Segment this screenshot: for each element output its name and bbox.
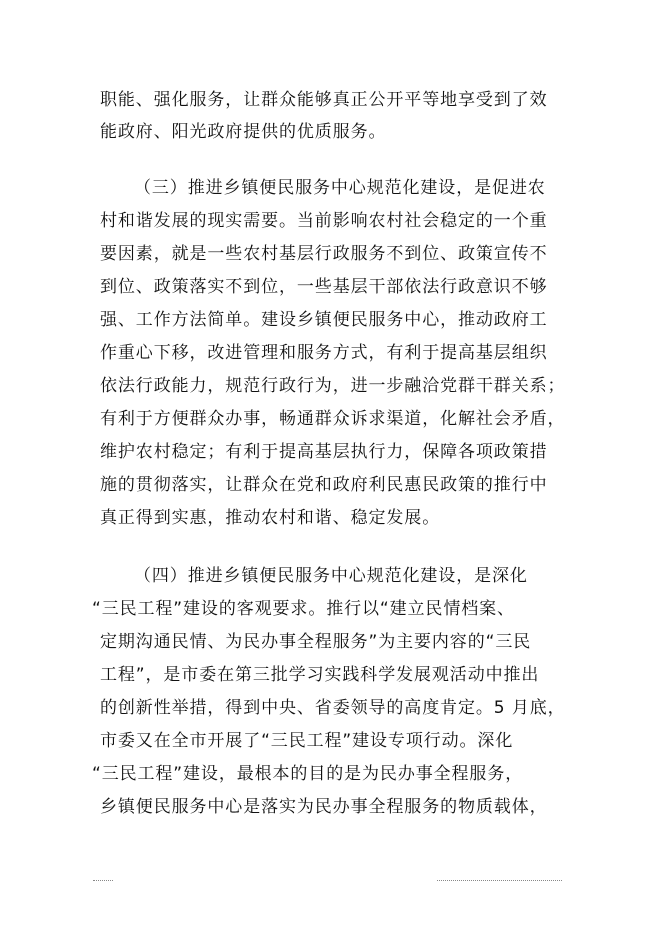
text-line-3: （三）推进乡镇便民服务中心规范化建设，是促进农 bbox=[134, 178, 546, 198]
text-line-12: 施的贯彻落实，让群众在党和政府利民惠民政策的推行中 bbox=[100, 475, 548, 495]
footer-dotted-rule-left bbox=[93, 880, 113, 881]
text-line-8: 作重心下移，改进管理和服务方式，有利于提高基层组织 bbox=[100, 343, 548, 363]
text-line-7: 强、工作方法简单。建设乡镇便民服务中心，推动政府工 bbox=[100, 310, 548, 330]
text-line-4: 村和谐发展的现实需要。当前影响农村社会稳定的一个重 bbox=[100, 211, 548, 231]
text-line-10: 有利于方便群众办事，畅通群众诉求渠道，化解社会矛盾， bbox=[100, 409, 566, 429]
text-line-1: 职能、强化服务，让群众能够真正公开平等地享受到了效 bbox=[100, 90, 548, 110]
text-line-13: 真正得到实惠，推动农村和谐、稳定发展。 bbox=[100, 508, 441, 528]
text-line-15: “三民工程”建设的客观要求。推行以“建立民情档案、 bbox=[92, 599, 515, 619]
footer-dotted-rule-right bbox=[437, 880, 562, 881]
text-line-21: 乡镇便民服务中心是落实为民办事全程服务的物质载体， bbox=[100, 797, 548, 817]
text-line-5: 要因素，就是一些农村基层行政服务不到位、政策宣传不 bbox=[100, 244, 548, 264]
text-line-18: 的创新性举措，得到中央、省委领导的高度肯定。5 月底， bbox=[100, 698, 566, 718]
text-line-16: 定期沟通民情、为民办事全程服务”为主要内容的“三民 bbox=[100, 632, 532, 652]
text-line-9: 依法行政能力，规范行政行为，进一步融洽党群干群关系； bbox=[100, 376, 566, 396]
text-line-2: 能政府、阳光政府提供的优质服务。 bbox=[100, 122, 387, 142]
text-line-17: 工程”，是市委在第三批学习实践科学发展观活动中推出 bbox=[100, 665, 540, 685]
text-line-6: 到位、政策落实不到位，一些基层干部依法行政意识不够 bbox=[100, 277, 548, 297]
text-line-11: 维护农村稳定；有利于提高基层执行力，保障各项政策措 bbox=[100, 442, 548, 462]
text-line-14: （四）推进乡镇便民服务中心规范化建设，是深化 bbox=[134, 566, 528, 586]
text-line-19: 市委又在全市开展了“三民工程”建设专项行动。深化 bbox=[100, 731, 514, 751]
text-line-20: “三民工程”建设，最根本的目的是为民办事全程服务， bbox=[92, 764, 524, 784]
